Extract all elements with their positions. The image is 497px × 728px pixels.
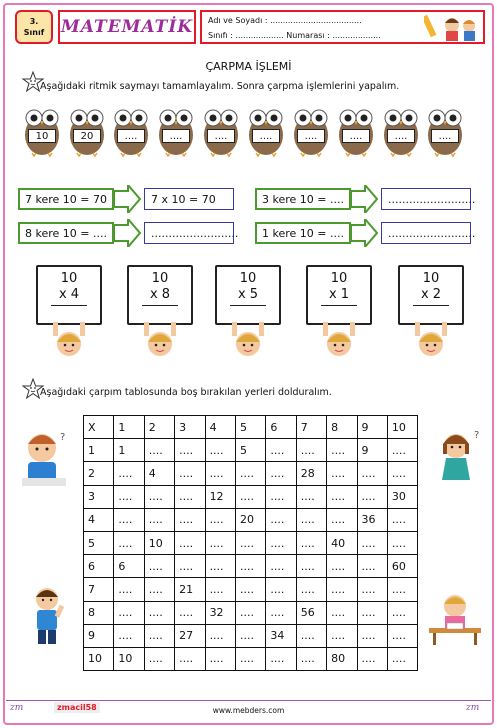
table-cell: 28 — [296, 462, 326, 485]
table-cell[interactable]: .... — [175, 439, 205, 462]
table-header-cell: 6 — [266, 416, 296, 439]
table-row — [84, 531, 418, 554]
table-cell[interactable]: .... — [266, 601, 296, 624]
section-title: ÇARPMA İŞLEMİ — [205, 60, 292, 73]
owl-value[interactable]: 20 — [73, 129, 101, 143]
footer-user: zmacil58 — [54, 702, 100, 713]
multiplication-table — [83, 415, 418, 671]
board-holding-kid-illustration — [413, 322, 449, 360]
instruction-multiplication-table: Aşağıdaki çarpım tablosunda boş bırakılan yerleri dolduralım. — [40, 387, 332, 398]
table-cell[interactable]: .... — [387, 439, 417, 462]
exercise-question: 1 kere 10 = .... — [255, 222, 351, 244]
table-cell[interactable]: .... — [387, 578, 417, 601]
table-cell[interactable]: .... — [387, 601, 417, 624]
table-cell[interactable]: .... — [205, 647, 235, 670]
instruction-rhythmic-counting: Aşağıdaki ritmik saymayı tamamlayalım. Sonra çarpma işlemlerini yapalım. — [40, 81, 400, 92]
arrow-right-icon — [351, 219, 379, 247]
table-cell[interactable]: .... — [175, 555, 205, 578]
exercise-answer[interactable]: ......................... — [381, 188, 471, 210]
table-header-cell: 10 — [84, 647, 114, 670]
table-row — [84, 439, 418, 462]
table-cell[interactable]: .... — [327, 624, 357, 647]
svg-text:?: ? — [60, 432, 66, 443]
table-cell[interactable]: .... — [357, 531, 387, 554]
table-cell[interactable]: .... — [327, 485, 357, 508]
table-cell[interactable]: .... — [357, 462, 387, 485]
table-cell: 5 — [235, 439, 265, 462]
thinking-boy-illustration — [16, 428, 72, 490]
table-cell[interactable]: .... — [144, 578, 174, 601]
thinking-girl-illustration — [430, 428, 486, 490]
table-cell[interactable]: .... — [175, 462, 205, 485]
board-line — [321, 305, 357, 306]
table-cell[interactable]: .... — [235, 647, 265, 670]
svg-text:?: ? — [474, 430, 480, 441]
owl — [425, 107, 465, 157]
table-cell: 80 — [327, 647, 357, 670]
board-holding-kid-illustration — [321, 322, 357, 360]
table-cell[interactable]: .... — [175, 508, 205, 531]
table-header-cell: 9 — [84, 624, 114, 647]
table-cell[interactable]: .... — [205, 462, 235, 485]
board-top-number: 10 — [151, 271, 169, 286]
table-cell[interactable]: .... — [357, 555, 387, 578]
table-header-cell: 9 — [357, 416, 387, 439]
table-cell[interactable]: .... — [114, 508, 144, 531]
table-cell[interactable]: .... — [327, 601, 357, 624]
table-cell[interactable]: .... — [114, 485, 144, 508]
table-cell[interactable]: .... — [114, 578, 144, 601]
multiplication-board — [36, 265, 102, 325]
exercise-question: 3 kere 10 = .... — [255, 188, 351, 210]
table-row — [84, 485, 418, 508]
footer-logo-right: zm — [466, 703, 480, 713]
table-cell[interactable]: .... — [357, 647, 387, 670]
board-top-number: 10 — [330, 271, 348, 286]
class-number-line: Sınıfı : ................... Numarası : ................... — [208, 31, 381, 40]
owl-value[interactable]: 10 — [28, 129, 56, 143]
exercise-answer[interactable]: ......................... — [144, 222, 234, 244]
table-cell[interactable]: .... — [327, 508, 357, 531]
title-box — [58, 10, 196, 44]
table-cell[interactable]: .... — [235, 601, 265, 624]
table-cell: 9 — [357, 439, 387, 462]
table-cell: 36 — [357, 508, 387, 531]
table-cell[interactable]: .... — [175, 647, 205, 670]
table-cell[interactable]: .... — [205, 555, 235, 578]
owl — [246, 107, 286, 157]
table-header-cell: 10 — [387, 416, 417, 439]
table-cell[interactable]: .... — [114, 462, 144, 485]
table-cell[interactable]: .... — [357, 601, 387, 624]
table-cell[interactable]: .... — [266, 462, 296, 485]
table-cell[interactable]: .... — [387, 531, 417, 554]
table-cell[interactable]: .... — [114, 531, 144, 554]
board-holding-kid-illustration — [51, 322, 87, 360]
board-line — [51, 305, 87, 306]
table-cell: 10 — [144, 531, 174, 554]
table-cell[interactable]: .... — [205, 439, 235, 462]
table-cell[interactable]: .... — [327, 578, 357, 601]
board-multiplier: x 5 — [237, 287, 259, 302]
board-line — [230, 305, 266, 306]
table-cell[interactable]: .... — [357, 485, 387, 508]
table-cell[interactable]: .... — [296, 508, 326, 531]
owl-value[interactable]: .... — [431, 129, 459, 143]
owl-value[interactable]: .... — [387, 129, 415, 143]
table-cell[interactable]: .... — [235, 531, 265, 554]
table-row — [84, 624, 418, 647]
exercise-question: 7 kere 10 = 70 — [18, 188, 114, 210]
table-cell[interactable]: .... — [175, 531, 205, 554]
board-holding-kid-illustration — [142, 322, 178, 360]
table-cell: 30 — [387, 485, 417, 508]
table-cell[interactable]: .... — [235, 578, 265, 601]
table-cell: 6 — [114, 555, 144, 578]
table-cell[interactable]: .... — [387, 462, 417, 485]
table-cell[interactable]: .... — [266, 647, 296, 670]
table-row — [84, 555, 418, 578]
table-header-cell: 3 — [175, 416, 205, 439]
board-line — [142, 305, 178, 306]
table-cell[interactable]: .... — [327, 439, 357, 462]
table-row — [84, 508, 418, 531]
table-cell[interactable]: .... — [296, 485, 326, 508]
table-cell[interactable]: .... — [266, 439, 296, 462]
table-header-cell: 7 — [296, 416, 326, 439]
table-cell[interactable]: .... — [205, 531, 235, 554]
table-cell[interactable]: .... — [387, 647, 417, 670]
table-cell[interactable]: .... — [235, 462, 265, 485]
owl-value[interactable]: .... — [117, 129, 145, 143]
table-cell[interactable]: .... — [387, 624, 417, 647]
board-multiplier: x 4 — [58, 287, 80, 302]
table-cell[interactable]: .... — [296, 531, 326, 554]
owl — [156, 107, 196, 157]
table-cell[interactable]: .... — [114, 624, 144, 647]
table-cell: 40 — [327, 531, 357, 554]
table-cell[interactable]: .... — [327, 462, 357, 485]
table-cell[interactable]: .... — [235, 555, 265, 578]
table-cell[interactable]: .... — [144, 624, 174, 647]
student-info-box — [200, 10, 485, 44]
board-top-number: 10 — [239, 271, 257, 286]
owl — [111, 107, 151, 157]
multiplication-board — [215, 265, 281, 325]
table-row — [84, 416, 418, 439]
table-header-cell: 4 — [205, 416, 235, 439]
table-cell[interactable]: .... — [144, 647, 174, 670]
table-header-cell: 4 — [84, 508, 114, 531]
table-cell: 56 — [296, 601, 326, 624]
table-cell[interactable]: .... — [357, 578, 387, 601]
table-cell: 4 — [144, 462, 174, 485]
table-cell[interactable]: .... — [205, 578, 235, 601]
table-cell[interactable]: .... — [144, 485, 174, 508]
table-cell[interactable]: .... — [205, 624, 235, 647]
table-header-cell: 2 — [84, 462, 114, 485]
table-cell[interactable]: .... — [175, 601, 205, 624]
table-cell: 32 — [205, 601, 235, 624]
arrow-right-icon — [351, 185, 379, 213]
table-row — [84, 578, 418, 601]
owl-value[interactable]: .... — [207, 129, 235, 143]
owl — [22, 107, 62, 157]
table-row — [84, 462, 418, 485]
board-line — [413, 305, 449, 306]
table-row — [84, 647, 418, 670]
table-header-cell: X — [84, 416, 114, 439]
table-cell[interactable]: .... — [296, 578, 326, 601]
waving-boy-illustration — [22, 585, 72, 647]
grade-number: 3. — [29, 17, 39, 26]
owl-value[interactable]: .... — [162, 129, 190, 143]
board-top-number: 10 — [422, 271, 440, 286]
owl-value[interactable]: .... — [297, 129, 325, 143]
table-cell[interactable]: .... — [296, 624, 326, 647]
board-multiplier: x 8 — [149, 287, 171, 302]
table-cell: 34 — [266, 624, 296, 647]
owl — [336, 107, 376, 157]
table-cell[interactable]: .... — [144, 555, 174, 578]
multiplication-board — [306, 265, 372, 325]
table-row — [84, 601, 418, 624]
table-cell: 10 — [114, 647, 144, 670]
owl — [291, 107, 331, 157]
page-title: MATEMATİK — [60, 17, 194, 37]
table-cell[interactable]: .... — [144, 508, 174, 531]
exercise-question: 8 kere 10 = .... — [18, 222, 114, 244]
grade-badge — [15, 10, 53, 44]
table-header-cell: 8 — [327, 416, 357, 439]
table-header-cell: 3 — [84, 485, 114, 508]
table-header-cell: 1 — [114, 416, 144, 439]
table-cell: 12 — [205, 485, 235, 508]
footer-divider — [6, 700, 491, 701]
table-cell: 27 — [175, 624, 205, 647]
table-cell: 1 — [114, 439, 144, 462]
table-cell[interactable]: .... — [387, 508, 417, 531]
table-cell[interactable]: .... — [296, 439, 326, 462]
table-header-cell: 5 — [235, 416, 265, 439]
name-line: Adı ve Soyadı : .................................... — [208, 16, 362, 25]
exercise-answer[interactable]: ......................... — [381, 222, 471, 244]
table-cell[interactable]: .... — [296, 647, 326, 670]
table-cell[interactable]: .... — [235, 624, 265, 647]
table-cell[interactable]: .... — [266, 578, 296, 601]
table-cell[interactable]: .... — [175, 485, 205, 508]
table-cell[interactable]: .... — [266, 508, 296, 531]
table-cell[interactable]: .... — [266, 555, 296, 578]
owl — [381, 107, 421, 157]
table-cell: 21 — [175, 578, 205, 601]
table-header-cell: 7 — [84, 578, 114, 601]
multiplication-board — [398, 265, 464, 325]
table-header-cell: 6 — [84, 555, 114, 578]
table-header-cell: 5 — [84, 531, 114, 554]
table-cell: 20 — [235, 508, 265, 531]
table-cell[interactable]: .... — [144, 439, 174, 462]
board-top-number: 10 — [60, 271, 78, 286]
multiplication-board — [127, 265, 193, 325]
arrow-right-icon — [114, 219, 142, 247]
table-cell[interactable]: .... — [205, 508, 235, 531]
owl — [67, 107, 107, 157]
table-cell[interactable]: .... — [327, 555, 357, 578]
table-cell[interactable]: .... — [296, 555, 326, 578]
table-cell[interactable]: .... — [266, 485, 296, 508]
table-cell[interactable]: .... — [266, 531, 296, 554]
exercise-answer[interactable]: 7 x 10 = 70 — [144, 188, 234, 210]
table-cell[interactable]: .... — [114, 601, 144, 624]
table-cell: 60 — [387, 555, 417, 578]
footer-website[interactable]: www.mebders.com — [212, 706, 285, 715]
owl — [201, 107, 241, 157]
board-holding-kid-illustration — [230, 322, 266, 360]
table-header-cell: 8 — [84, 601, 114, 624]
board-multiplier: x 2 — [420, 287, 442, 302]
grade-word: Sınıf — [23, 28, 45, 37]
table-header-cell: 1 — [84, 439, 114, 462]
arrow-right-icon — [114, 185, 142, 213]
table-cell[interactable]: .... — [235, 485, 265, 508]
table-cell[interactable]: .... — [144, 601, 174, 624]
reading-girl-illustration — [425, 592, 485, 647]
footer-logo-left: zm — [10, 703, 24, 713]
owl-value[interactable]: .... — [342, 129, 370, 143]
students-illustration — [424, 13, 480, 43]
owl-value[interactable]: .... — [252, 129, 280, 143]
board-multiplier: x 1 — [328, 287, 350, 302]
table-cell[interactable]: .... — [357, 624, 387, 647]
table-header-cell: 2 — [144, 416, 174, 439]
